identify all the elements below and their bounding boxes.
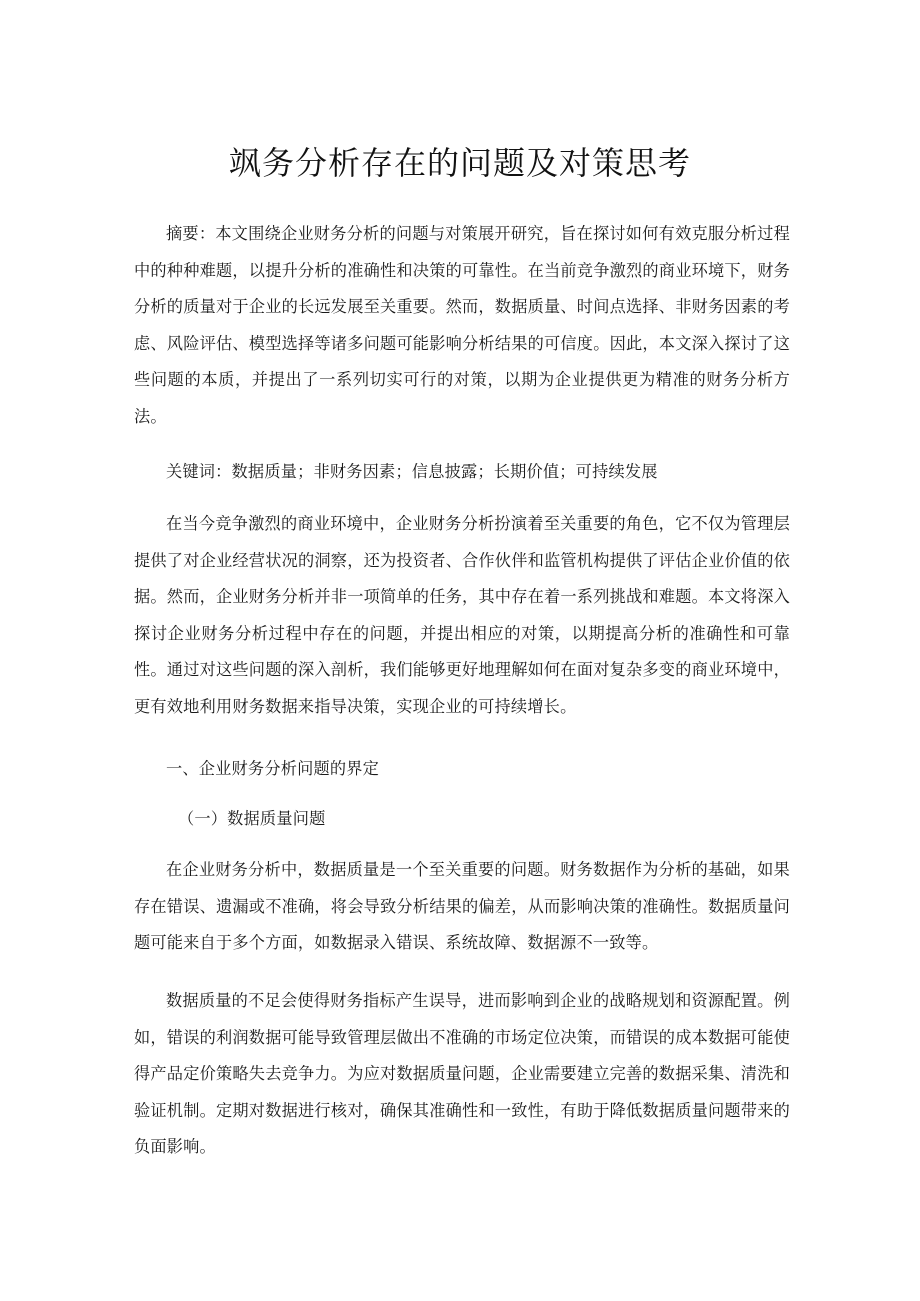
section-heading-1: 一、企业财务分析问题的界定	[166, 759, 380, 778]
body-paragraph-1: 在企业财务分析中，数据质量是一个至关重要的问题。财务数据作为分析的基础，如果存在错误、遗漏或不准确，将会导致分析结果的偏差，从而影响决策的准确性。数据质量问题可能来自于多个方面，如数据录入错误、系统故障、数据源不一致等。	[134, 860, 790, 953]
body-paragraph-2: 数据质量的不足会使得财务指标产生误导，进而影响到企业的战略规划和资源配置。例如，错误的利润数据可能导致管理层做出不准确的市场定位决策，而错误的成本数据可能使得产品定价策略失去竞争力。为应对数据质量问题，企业需要建立完善的数据采集、清洗和验证机制。定期对数据进行核对，确保其准确性和一致性，有助于降低数据质量问题带来的负面影响。	[134, 991, 790, 1157]
abstract-paragraph: 摘要：本文围绕企业财务分析的问题与对策展开研究，旨在探讨如何有效克服分析过程中的种种难题，以提升分析的准确性和决策的可靠性。在当前竞争激烈的商业环境下，财务分析的质量对于企业的长远发展至关重要。然而，数据质量、时间点选择、非财务因素的考虑、风险评估、模型选择等诸多问题可能影响分析结果的可信度。因此，本文深入探讨了这些问题的本质，并提出了一系列切实可行的对策，以期为企业提供更为精准的财务分析方法。	[134, 224, 790, 426]
intro-paragraph: 在当今竞争激烈的商业环境中，企业财务分析扮演着至关重要的角色，它不仅为管理层提供了对企业经营状况的洞察，还为投资者、合作伙伴和监管机构提供了评估企业价值的依据。然而，企业财务分析并非一项简单的任务，其中存在着一系列挑战和难题。本文将深入探讨企业财务分析过程中存在的问题，并提出相应的对策，以期提高分析的准确性和可靠性。通过对这些问题的深入剖析，我们能够更好地理解如何在面对复杂多变的商业环境中，更有效地利用财务数据来指导决策，实现企业的可持续增长。	[134, 514, 790, 716]
document-title: 飒务分析存在的问题及对策思考	[228, 144, 691, 182]
keywords-line: 关键词：数据质量；非财务因素；信息披露；长期价值；可持续发展	[166, 462, 658, 481]
subsection-heading-1-1: （一）数据质量问题	[178, 809, 326, 828]
